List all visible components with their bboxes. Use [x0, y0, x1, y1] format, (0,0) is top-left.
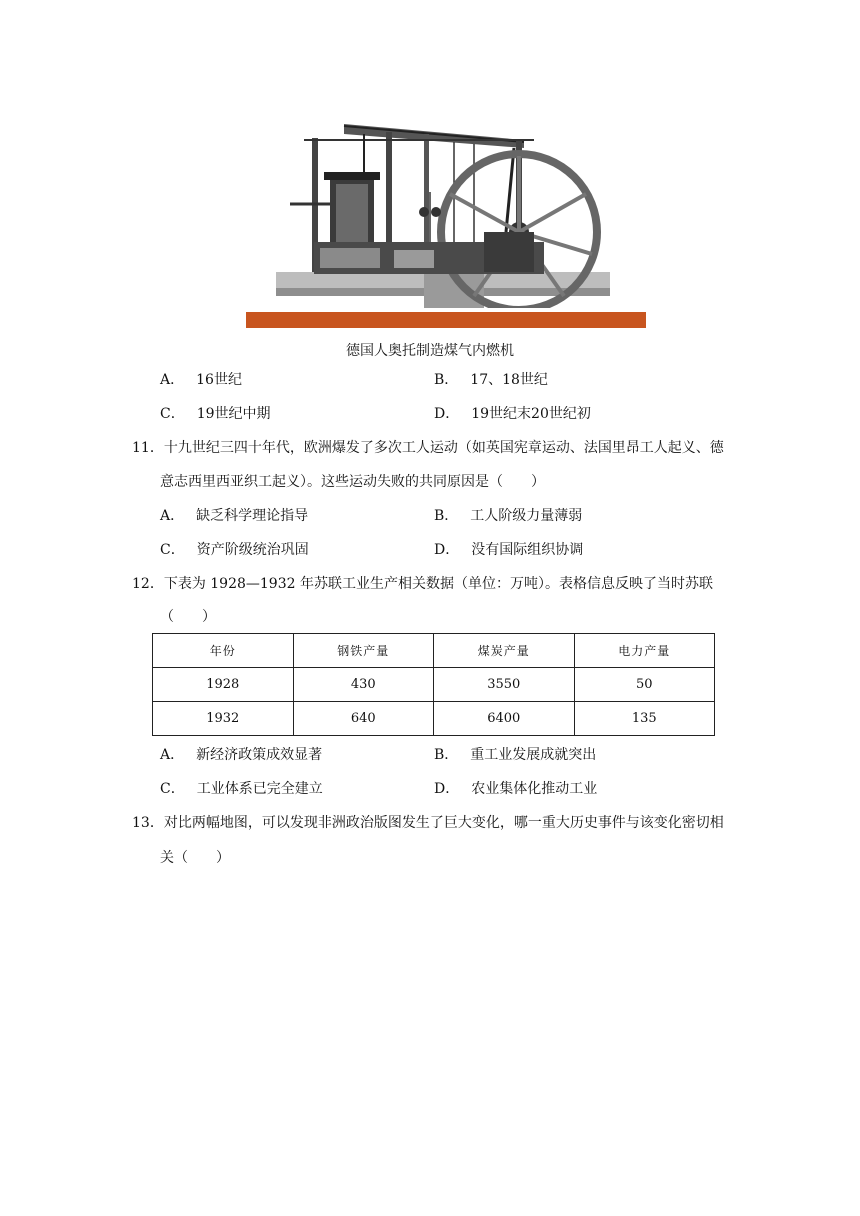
- question-figure: [246, 112, 646, 330]
- option-letter: D．: [434, 406, 460, 422]
- q11-option-b[interactable]: [434, 506, 582, 526]
- q12-option-c[interactable]: [160, 779, 323, 799]
- table-cell: 1928: [153, 668, 294, 702]
- q10-option-b[interactable]: [434, 370, 548, 390]
- q12-option-a[interactable]: [160, 745, 322, 765]
- caption-accent-bar: [246, 312, 646, 328]
- option-text: 16世纪: [196, 372, 242, 388]
- option-text: 重工业发展成就突出: [470, 747, 597, 763]
- table-header-cell: 电力产量: [574, 634, 715, 668]
- option-text: 17、18世纪: [470, 372, 548, 388]
- figure-caption: 德国人奥托制造煤气内燃机: [346, 343, 514, 359]
- table-cell: 3550: [434, 668, 575, 702]
- option-letter: C．: [160, 781, 185, 797]
- option-text: 农业集体化推动工业: [471, 781, 598, 797]
- table-header-row: [153, 634, 715, 668]
- option-text: 工业体系已完全建立: [196, 781, 323, 797]
- option-text: 19世纪中期: [196, 406, 271, 422]
- option-letter: C．: [160, 406, 185, 422]
- q11-stem-line2: 意志西里西亚织工起义）。这些运动失败的共同原因是（ ）: [160, 474, 545, 490]
- option-letter: A．: [160, 372, 185, 388]
- option-letter: A．: [160, 747, 185, 763]
- q12-option-b[interactable]: [434, 745, 596, 765]
- q13-stem-line2: 关（ ）: [160, 850, 230, 866]
- table-cell: 430: [293, 668, 434, 702]
- q11-option-c[interactable]: [160, 540, 309, 560]
- option-text: 新经济政策成效显著: [196, 747, 323, 763]
- option-letter: D．: [434, 542, 460, 558]
- table-row: [153, 702, 715, 736]
- q13-stem-line1: 13．对比两幅地图，可以发现非洲政治版图发生了巨大变化，哪一重大历史事件与该变化密切相: [132, 815, 724, 831]
- table-cell: 50: [574, 668, 715, 702]
- option-text: 工人阶级力量薄弱: [470, 508, 583, 524]
- table-header-cell: 钢铁产量: [293, 634, 434, 668]
- steam-engine-image: [274, 112, 612, 308]
- q12-stem-line1: 12．下表为 1928—1932 年苏联工业生产相关数据（单位：万吨）。表格信息反映了当时苏联: [132, 576, 713, 592]
- option-text: 19世纪末20世纪初: [471, 406, 591, 422]
- table-cell: 1932: [153, 702, 294, 736]
- option-letter: B．: [434, 372, 459, 388]
- option-letter: D．: [434, 781, 460, 797]
- q10-option-a[interactable]: [160, 370, 242, 390]
- option-text: 资产阶级统治巩固: [196, 542, 309, 558]
- table-header-cell: 年份: [153, 634, 294, 668]
- table-cell: 640: [293, 702, 434, 736]
- option-text: 缺乏科学理论指导: [196, 508, 309, 524]
- table-cell: 135: [574, 702, 715, 736]
- table-row: [153, 668, 715, 702]
- table-header-cell: 煤炭产量: [434, 634, 575, 668]
- q12-option-d[interactable]: [434, 779, 597, 799]
- option-letter: B．: [434, 747, 459, 763]
- table-cell: 6400: [434, 702, 575, 736]
- option-letter: C．: [160, 542, 185, 558]
- q10-option-d[interactable]: [434, 404, 591, 424]
- q12-stem-line2: （ ）: [160, 609, 216, 625]
- q11-option-a[interactable]: [160, 506, 308, 526]
- q12-data-table: [152, 633, 715, 736]
- q11-option-d[interactable]: [434, 540, 583, 560]
- q11-stem-line1: 11．十九世纪三四十年代，欧洲爆发了多次工人运动（如英国宪章运动、法国里昂工人起义、德: [132, 440, 724, 456]
- option-letter: A．: [160, 508, 185, 524]
- option-letter: B．: [434, 508, 459, 524]
- option-text: 没有国际组织协调: [471, 542, 584, 558]
- q10-option-c[interactable]: [160, 404, 271, 424]
